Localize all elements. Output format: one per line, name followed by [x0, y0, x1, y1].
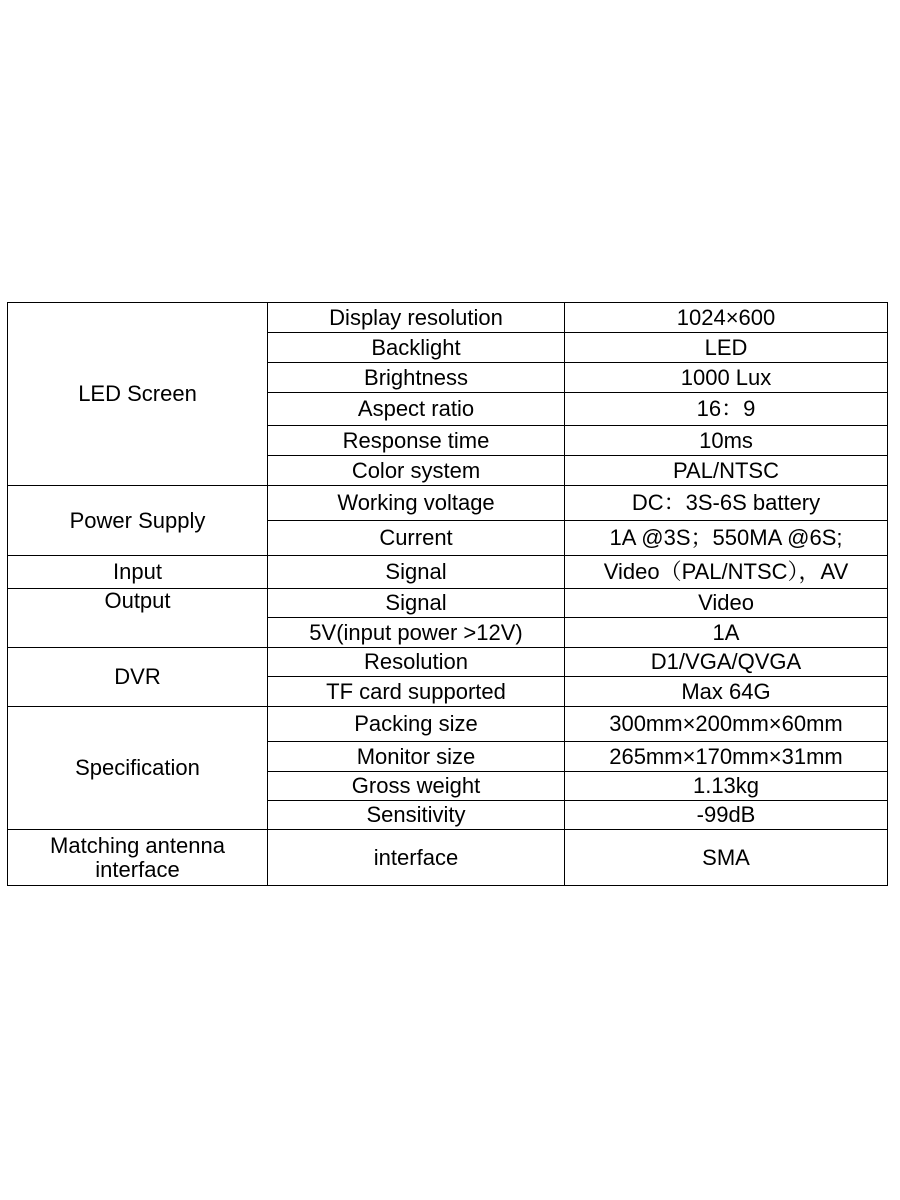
param-cell: Backlight [268, 333, 565, 363]
value-cell: 1.13kg [565, 772, 888, 801]
group-cell-power-supply: Power Supply [8, 486, 268, 556]
value-cell: 10ms [565, 426, 888, 456]
group-cell-matching-antenna: Matching antenna interface [8, 830, 268, 886]
value-cell: 300mm×200mm×60mm [565, 707, 888, 742]
value-cell: Max 64G [565, 677, 888, 707]
param-cell: Sensitivity [268, 801, 565, 830]
group-cell-input: Input [8, 556, 268, 589]
table-row [8, 303, 888, 333]
value-cell: 1A [565, 618, 888, 648]
group-cell-specification: Specification [8, 707, 268, 830]
param-cell: Gross weight [268, 772, 565, 801]
param-cell: Resolution [268, 648, 565, 677]
value-cell: D1/VGA/QVGA [565, 648, 888, 677]
table-row [8, 707, 888, 742]
param-cell: Monitor size [268, 742, 565, 772]
value-cell: SMA [565, 830, 888, 886]
value-cell: Video [565, 589, 888, 618]
param-cell: TF card supported [268, 677, 565, 707]
spec-table [7, 302, 888, 886]
param-cell: Color system [268, 456, 565, 486]
param-cell: Display resolution [268, 303, 565, 333]
value-cell: -99dB [565, 801, 888, 830]
value-cell: 1000 Lux [565, 363, 888, 393]
table-row [8, 589, 888, 618]
param-cell: 5V(input power >12V) [268, 618, 565, 648]
value-cell: 1A @3S；550MA @6S; [565, 521, 888, 556]
value-cell: LED [565, 333, 888, 363]
param-cell: Current [268, 521, 565, 556]
value-cell: Video（PAL/NTSC），AV [565, 556, 888, 589]
param-cell: Aspect ratio [268, 393, 565, 426]
table-row [8, 648, 888, 677]
table-row [8, 830, 888, 886]
group-cell-output: Output [8, 589, 268, 648]
table-row [8, 486, 888, 521]
param-cell: Signal [268, 589, 565, 618]
param-cell: Brightness [268, 363, 565, 393]
value-cell: PAL/NTSC [565, 456, 888, 486]
param-cell: interface [268, 830, 565, 886]
param-cell: Signal [268, 556, 565, 589]
group-cell-led-screen: LED Screen [8, 303, 268, 486]
table-row [8, 556, 888, 589]
param-cell: Working voltage [268, 486, 565, 521]
group-cell-dvr: DVR [8, 648, 268, 707]
value-cell: 265mm×170mm×31mm [565, 742, 888, 772]
value-cell: 16：9 [565, 393, 888, 426]
value-cell: 1024×600 [565, 303, 888, 333]
param-cell: Response time [268, 426, 565, 456]
param-cell: Packing size [268, 707, 565, 742]
value-cell: DC：3S-6S battery [565, 486, 888, 521]
